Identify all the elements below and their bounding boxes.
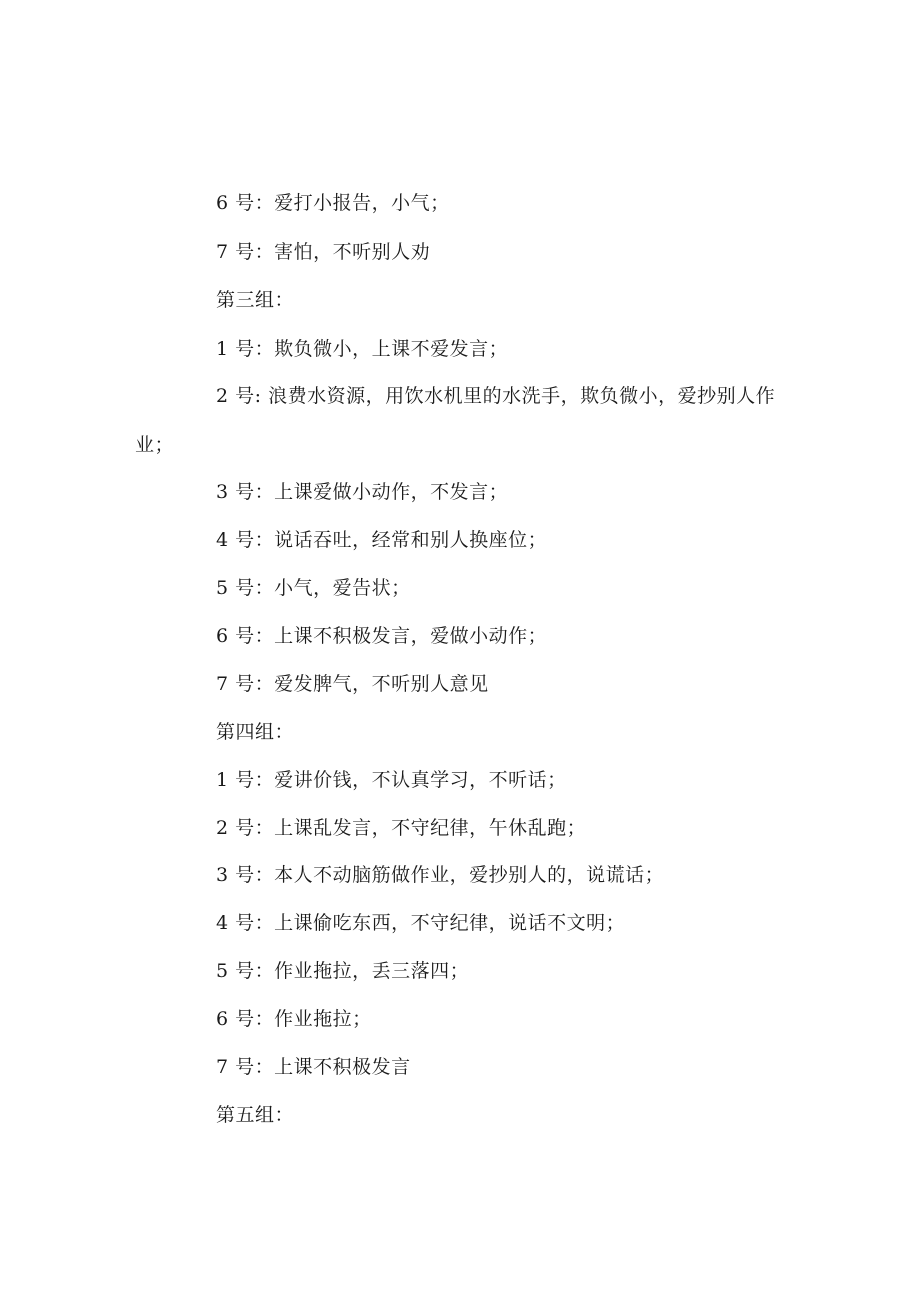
text-line: 5 号：小气，爱告状； (216, 577, 411, 599)
text-line: 1 号：欺负微小，上课不爱发言； (216, 338, 509, 360)
text-line: 7 号：上课不积极发言 (216, 1056, 411, 1078)
text-line: 5 号：作业拖拉，丢三落四； (216, 960, 470, 982)
text-line: 3 号：本人不动脑筋做作业，爱抄别人的，说谎话； (216, 864, 665, 886)
group-heading: 第五组： (216, 1104, 295, 1126)
text-line: 2 号：上课乱发言，不守纪律，午休乱跑； (216, 817, 587, 839)
text-line: 4 号：上课偷吃东西，不守纪律，说话不文明； (216, 912, 626, 934)
text-line: 6 号：上课不积极发言，爱做小动作； (216, 625, 548, 647)
text-line: 4 号：说话吞吐，经常和别人换座位； (216, 529, 548, 551)
group-heading: 第三组： (216, 289, 295, 311)
text-line: 6 号：爱打小报告，小气； (216, 192, 450, 214)
text-line-continuation: 业； (135, 434, 175, 456)
text-line: 2 号: 浪费水资源，用饮水机里的水洗手，欺负微小，爱抄别人作 (216, 385, 776, 407)
text-line: 6 号：作业拖拉； (216, 1008, 372, 1030)
text-line: 7 号：爱发脾气，不听别人意见 (216, 673, 489, 695)
group-heading: 第四组： (216, 721, 295, 743)
text-line: 1 号：爱讲价钱，不认真学习，不听话； (216, 769, 567, 791)
text-line: 3 号：上课爱做小动作，不发言； (216, 481, 509, 503)
text-line: 7 号：害怕，不听别人劝 (216, 241, 431, 263)
